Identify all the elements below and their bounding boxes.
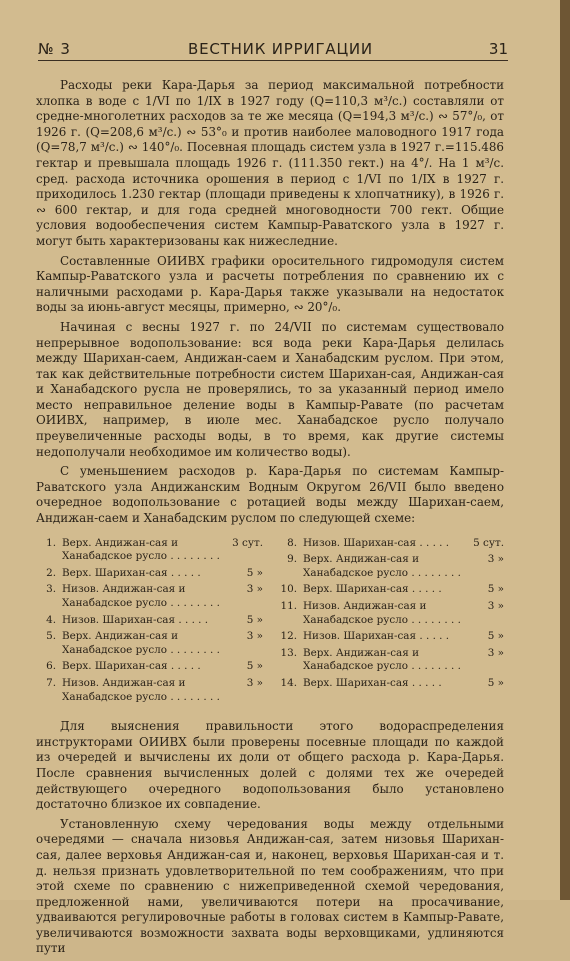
item-number: 3. [46, 583, 56, 596]
item-duration: 5 » [487, 583, 504, 596]
journal-title: ВЕСТНИК ИРРИГАЦИИ [188, 40, 373, 58]
item-text: Верх. Андижан-сая и Ханабадское русло . . . . . . . . [303, 553, 461, 579]
paragraph: Составленные ОИИВХ графики оросительного гидромодуля систем Кампыр-Раватского узла и расчеты потребления по сравнению их с наличными расходами р. Кара-Дарья также указывали на недостаток воды за июнь-август месяцы, примерно, ∾ 20°/₀. [36, 253, 504, 315]
item-text: Низов. Андижан-сая и Ханабадское русло . . . . . . . . [62, 676, 220, 703]
item-number: 8. [287, 536, 297, 549]
schedule-item [277, 647, 504, 674]
item-number: 6. [46, 660, 56, 673]
item-number: 10. [280, 583, 297, 596]
item-duration: 5 » [487, 630, 504, 643]
page-number: 31 [488, 40, 508, 58]
paragraph: Для выяснения правильности этого водораспределения инструкторами ОИИВХ были проверены посевные площади по каждой из очередей и вычислены их доли от общего расхода р. Кара-Дарья. После сравнения вычисленных долей с долями тех же очередей действующего очередного водопользования было установлено достаточно близкое их совпадение. [36, 719, 504, 812]
item-number: 2. [46, 566, 56, 579]
schedule-column-left [36, 537, 263, 708]
running-header [38, 34, 508, 62]
paragraph: Начиная с весны 1927 г. по 24/VII по системам существовало непрерывное водопользование: вся вода реки Кара-Дарья делилась между Шарихан-саем, Андижан-саем и Ханабадским руслом. При этом, так как действительные потребности систем Шарихан-сая, Андижан-сая и Ханабадского русла не проверялись, то за указанный период имело место неправильное деление воды в Кампыр-Равате (по расчетам ОИИВХ, например, в июле мес. Ханабадское русло получало преувеличенные расходы воды, в то время, как другие системы недополучали необходимое им количество воды). [36, 319, 504, 459]
item-text: Низов. Шарихан-сая . . . . . [303, 630, 450, 643]
item-text: Низов. Андижан-сая и Ханабадское русло . . . . . . . . [62, 583, 220, 609]
item-duration: 3 » [246, 676, 263, 689]
paragraph: С уменьшением расходов р. Кара-Дарья по системам Кампыр-Раватского узла Андижанским Водным Округом 26/VII было введено очередное водопользование с ротацией воды между Шарихан-саем, Андижан-саем и Ханабадским руслом по следующей схеме: [36, 464, 504, 526]
schedule-item [277, 677, 504, 691]
item-duration: 3 » [487, 553, 504, 566]
item-duration: 3 » [487, 600, 504, 612]
item-duration: 5 » [246, 566, 263, 579]
page-edge [560, 0, 570, 900]
item-text: Низов. Андижан-сая и Ханабадское русло . . . . . . . . [303, 600, 461, 626]
item-text: Верх. Андижан-сая и Ханабадское русло . . . . . . . . [62, 630, 220, 656]
schedule-column-right [277, 537, 504, 708]
schedule-item [277, 553, 504, 580]
item-duration: 3 » [246, 583, 263, 596]
header-rule [38, 60, 508, 61]
item-number: 12. [280, 630, 297, 643]
schedule-item [36, 660, 263, 674]
article-body [36, 78, 504, 961]
item-duration: 5 » [487, 676, 504, 689]
item-number: 13. [280, 646, 297, 659]
schedule-item [277, 630, 504, 644]
schedule-item [36, 583, 263, 610]
schedule-item [277, 583, 504, 597]
rotation-schedule [36, 537, 504, 708]
item-text: Верх. Андижан-сая и Ханабадское русло . . . . . . . . [303, 646, 461, 673]
item-duration: 5 » [246, 660, 263, 673]
item-duration: 3 » [246, 630, 263, 643]
item-text: Низов. Шарихан-сая . . . . . [62, 613, 209, 626]
issue-number: № 3 [38, 40, 71, 58]
item-text: Верх. Шарихан-сая . . . . . [62, 660, 201, 673]
item-text: Низов. Шарихан-сая . . . . . [303, 536, 450, 549]
item-duration: 5 сут. [473, 536, 504, 549]
schedule-item [36, 567, 263, 581]
item-number: 4. [46, 613, 56, 626]
item-number: 7. [46, 676, 56, 689]
item-text: Верх. Андижан-сая и Ханабадское русло . . . . . . . . [62, 536, 220, 563]
paragraph: Расходы реки Кара-Дарья за период максимальной потребности хлопка в воде с 1/VI по 1/IX в 1927 году (Q=110,3 м³/с.) составляли от средне-многолетних расходов за те же месяца (Q=194,3 м³/с.) ∾ 57°/₀, от 1926 г. (Q=208,6 м³/с.) ∾ 53°₀ и против наиболее маловодного 1917 года (Q=78,7 м³/с.) ∾ 140°/₀. Посевная площадь систем узла в 1927 г.=115.486 гектар и превышала площадь 1926 г. (111.350 гект.) на 4°/. На 1 м³/с. сред. расхода источника орошения в период с 1/VI по 1/IX в 1927 г. приходилось 1.230 гектар (площади приведены к хлопчатнику), в 1926 г. ∾ 600 гектар, и для года средней многоводности 700 гект. Общие условия водообеспечения систем Кампыр-Раватского узла в 1927 г. могут быть характеризованы как нижеследние. [36, 78, 504, 248]
schedule-item [36, 537, 263, 564]
schedule-item [36, 630, 263, 657]
schedule-item [36, 614, 263, 628]
item-duration: 5 » [246, 613, 263, 626]
item-text: Верх. Шарихан-сая . . . . . [303, 676, 442, 689]
item-duration: 3 сут. [232, 536, 263, 549]
item-text: Верх. Шарихан-сая . . . . . [303, 583, 442, 596]
item-number: 14. [280, 676, 297, 689]
item-number: 11. [280, 600, 297, 612]
schedule-item [36, 677, 263, 704]
item-duration: 3 » [487, 646, 504, 659]
item-text: Верх. Шарихан-сая . . . . . [62, 566, 201, 579]
schedule-item [277, 600, 504, 627]
schedule-item [277, 537, 504, 551]
item-number: 9. [287, 553, 297, 566]
item-number: 5. [46, 630, 56, 643]
item-number: 1. [46, 536, 56, 549]
paragraph: Установленную схему чередования воды между отдельными очередями — сначала низовья Андижан-сая, затем низовья Шарихан-сая, далее верховья Андижан-сая и, наконец, верховья Шарихан-сая и т. д. нельзя признать удовлетворительной по тем соображениям, что при этой схеме по сравнению с нижеприведенной схемой чередования, предложенной нами, увеличиваются потери на просачивание, удваиваются регулировочные работы в головах систем в Кампыр-Равате, увеличиваются возможности захвата воды верховщиками, удлиняются пути [36, 816, 504, 956]
